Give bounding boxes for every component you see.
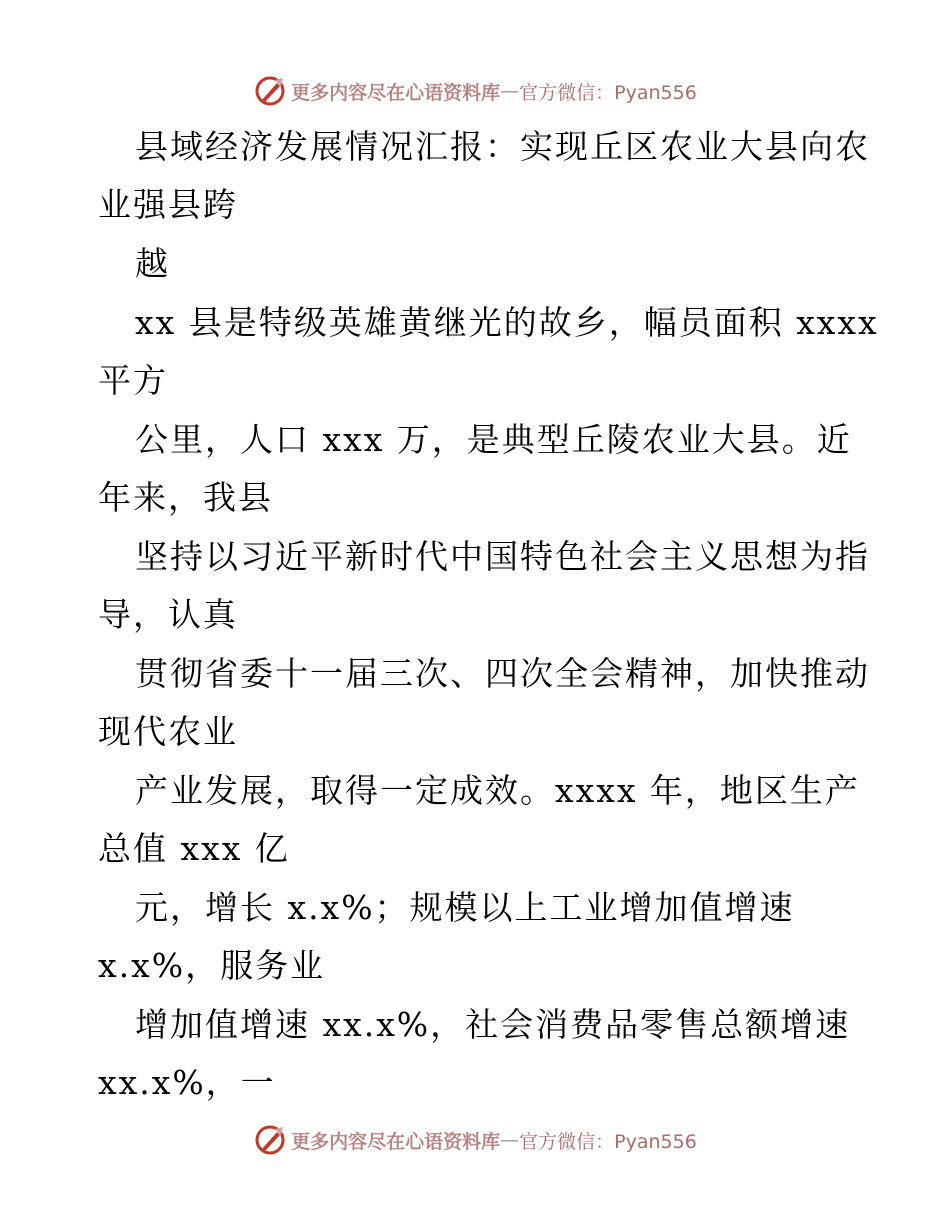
text-line: 现代农业 (98, 712, 238, 751)
text-line: 年来，我县 (98, 478, 273, 517)
text-line: 总值 xxx 亿 (98, 829, 290, 868)
text-line: 贯彻省委十一届三次、四次全会精神，加快推动 (135, 654, 870, 693)
text-line: 越 (135, 244, 170, 283)
quill-pen-logo-icon (253, 1123, 287, 1157)
text-line: xx.x%，一 (98, 1063, 276, 1102)
text-line: x.x%，服务业 (98, 946, 326, 985)
text-line: 县域经济发展情况汇报：实现丘区农业大县向农 (135, 127, 870, 166)
banner-wechat-text: 官方微信：Pyan556 (519, 81, 697, 104)
text-line: 产业发展，取得一定成效。xxxx 年，地区生产 (135, 771, 860, 810)
text-line: 公里，人口 xxx 万，是典型丘陵农业大县。近 (135, 420, 852, 459)
banner-main-text: 更多内容尽在心语资料库 (291, 81, 501, 104)
quill-pen-logo-icon (253, 74, 287, 108)
banner-main-text: 更多内容尽在心语资料库 (291, 1130, 501, 1153)
text-line: 平方 (98, 361, 168, 400)
text-line: xx 县是特级英雄黄继光的故乡，幅员面积 xxxx (135, 303, 879, 342)
text-line: 元，增长 x.x%；规模以上工业增加值增速 (135, 888, 795, 927)
text-line: 坚持以习近平新时代中国特色社会主义思想为指 (135, 537, 870, 576)
text-line: 业强县跨 (98, 185, 238, 224)
footer-banner (0, 1120, 950, 1160)
header-banner (0, 71, 950, 111)
banner-wechat-text: 官方微信：Pyan556 (519, 1130, 697, 1153)
banner-separator: — (500, 80, 520, 102)
text-line: 导，认真 (98, 595, 238, 634)
banner-separator: — (500, 1129, 520, 1151)
text-line: 增加值增速 xx.x%，社会消费品零售总额增速 (135, 1005, 851, 1044)
